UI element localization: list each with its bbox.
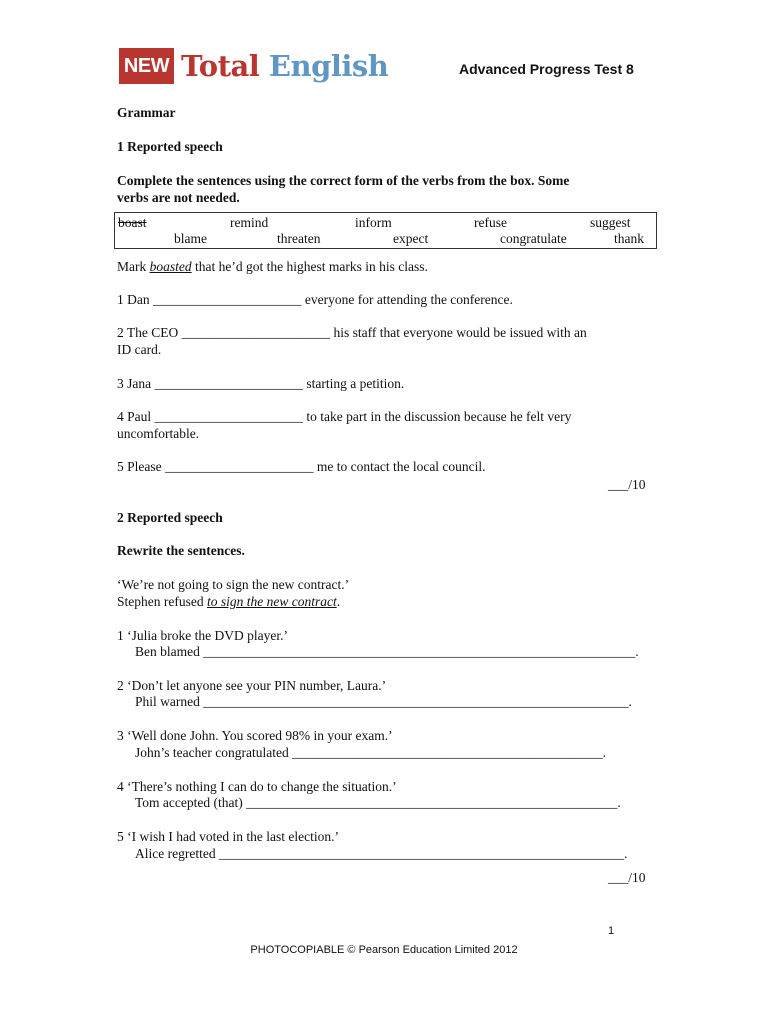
exercise2-item-4-prompt: Tom accepted (that) _______________________________________________________.: [135, 795, 621, 810]
exercise2-item-1-quote: 1 ‘Julia broke the DVD player.’: [117, 628, 288, 643]
exercise2-item-5-quote: 5 ‘I wish I had voted in the last election.’: [117, 829, 339, 844]
exercise1-heading: 1 Reported speech: [117, 139, 223, 154]
example-answer: boasted: [149, 259, 192, 274]
copyright-footer: PHOTOCOPIABLE © Pearson Education Limited 2012: [250, 944, 518, 956]
verb-inform: inform: [355, 215, 392, 230]
exercise2-score: ___/10: [608, 870, 646, 885]
exercise2-item-4-quote: 4 ‘There’s nothing I can do to change the situation.’: [117, 779, 397, 794]
verb-refuse: refuse: [474, 215, 507, 230]
verb-threaten: threaten: [277, 231, 321, 246]
example2-answer: to sign the new contract: [206, 594, 337, 609]
example-suffix: that he’d got the highest marks in his class.: [191, 259, 428, 274]
logo-wordmark: [181, 47, 388, 85]
exercise1-item-2: 2 The CEO ______________________ his staff that everyone would be issued with an: [117, 325, 587, 340]
logo-new-badge: NEW: [119, 48, 174, 84]
example-prefix: Mark: [117, 259, 150, 274]
example2-prefix: Stephen refused: [117, 594, 207, 609]
exercise1-item-1: 1 Dan ______________________ everyone for attending the conference.: [117, 292, 513, 307]
exercise1-instruction-line2: verbs are not needed.: [117, 190, 240, 205]
section-heading: Grammar: [117, 105, 176, 120]
exercise1-example: [117, 258, 428, 275]
exercise2-item-3-prompt: John’s teacher congratulated ______________________________________________.: [135, 745, 606, 760]
exercise1-item-2-cont: ID card.: [117, 342, 162, 357]
logo-total: Total: [181, 49, 260, 83]
verb-congratulate: congratulate: [500, 231, 567, 246]
exercise1-score: ___/10: [608, 477, 646, 492]
exercise1-item-5: 5 Please ______________________ me to contact the local council.: [117, 459, 486, 474]
test-title: Advanced Progress Test 8: [459, 61, 634, 77]
exercise2-example-quote: ‘We’re not going to sign the new contract.’: [117, 577, 350, 592]
exercise2-item-3-quote: 3 ‘Well done John. You scored 98% in your exam.’: [117, 728, 393, 743]
example2-suffix: .: [336, 594, 341, 609]
exercise2-item-1-prompt: Ben blamed ________________________________________________________________.: [135, 644, 639, 659]
exercise1-item-3: 3 Jana ______________________ starting a petition.: [117, 376, 405, 391]
verb-expect: expect: [393, 231, 429, 246]
verb-suggest: suggest: [590, 215, 631, 230]
exercise2-instruction: Rewrite the sentences.: [117, 543, 245, 558]
exercise1-instruction-line1: Complete the sentences using the correct form of the verbs from the box. Some: [117, 173, 570, 188]
verb-thank: thank: [614, 231, 644, 246]
logo-english: English: [268, 49, 389, 83]
exercise1-item-4: 4 Paul ______________________ to take part in the discussion because he felt very: [117, 409, 572, 424]
exercise1-item-4-cont: uncomfortable.: [117, 426, 200, 441]
page-number: 1: [608, 925, 615, 937]
exercise2-item-2-prompt: Phil warned _______________________________________________________________.: [135, 694, 632, 709]
exercise2-item-2-quote: 2 ‘Don’t let anyone see your PIN number, Laura.’: [117, 678, 387, 693]
verb-blame: blame: [174, 231, 207, 246]
exercise2-item-5-prompt: Alice regretted ____________________________________________________________.: [135, 846, 628, 861]
verb-remind: remind: [230, 215, 269, 230]
verb-boast: boast: [118, 215, 147, 230]
exercise2-heading: 2 Reported speech: [117, 510, 223, 525]
exercise2-example-answer-line: [117, 593, 340, 610]
